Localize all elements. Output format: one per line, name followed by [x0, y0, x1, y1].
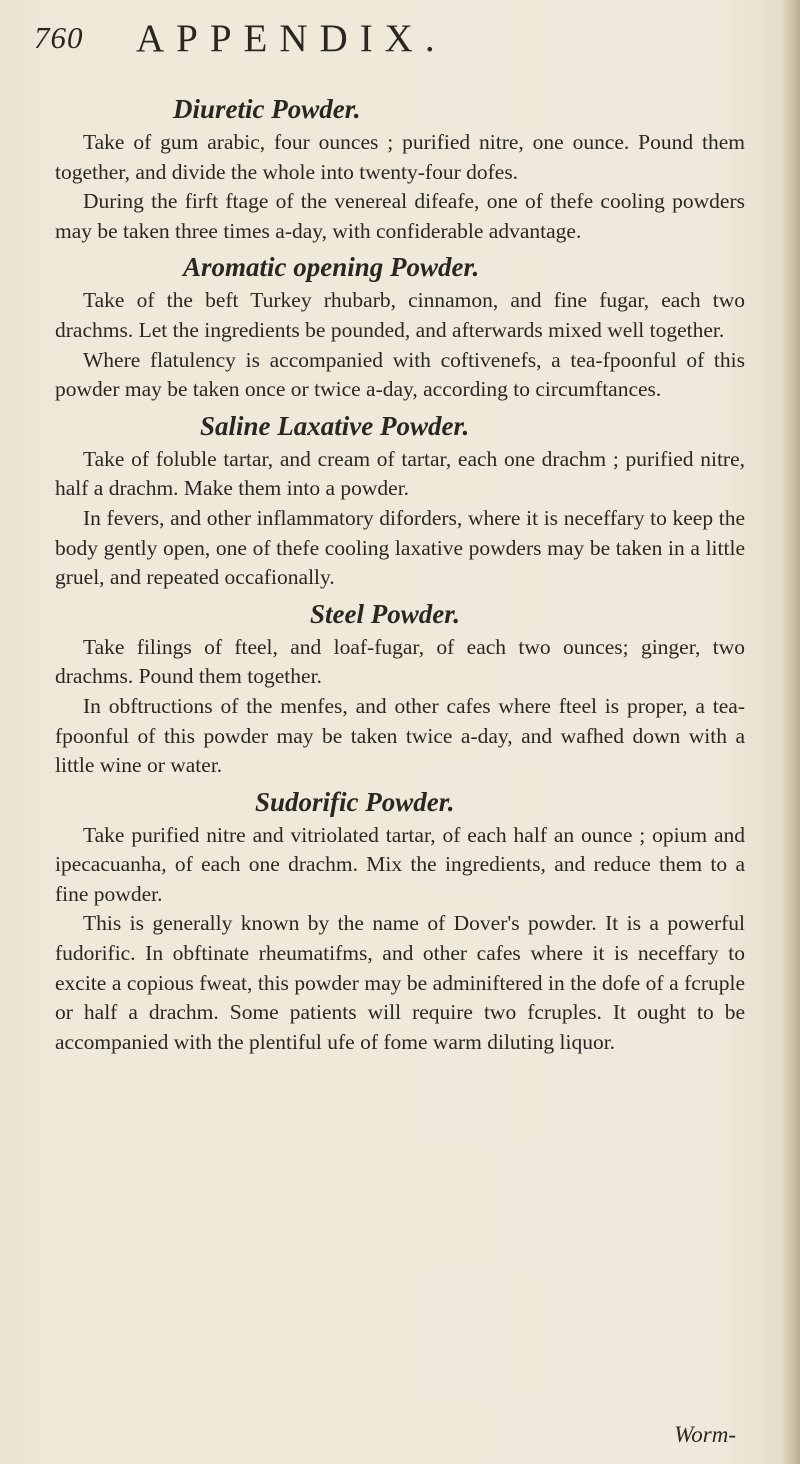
page-edge-shadow	[782, 0, 800, 1464]
section-title: Saline Laxative Powder.	[200, 410, 470, 441]
running-head: APPENDIX.	[136, 17, 447, 60]
catchword: Worm-	[674, 1422, 736, 1447]
paragraph: This is generally known by the name of Dover's powder. It is a powerful fudorific. In obftinate rheumatifms, and other cafes where it is neceffary to excite a copious fweat, this powder may be adminiftered in the dofe of a fcruple or half a drachm. Some patients will require two fcruples. It ought to be accompanied with the plentiful ufe of fome warm diluting liquor.	[55, 911, 745, 1054]
paragraph: Where flatulency is accompanied with coftivenefs, a tea-fpoonful of this powder may be taken once or twice a-day, according to circumftances.	[55, 347, 745, 402]
paragraph: Take of gum arabic, four ounces ; purified nitre, one ounce. Pound them together, and divide the whole into twenty-four dofes.	[55, 130, 745, 184]
paragraph: Take purified nitre and vitriolated tartar, of each half an ounce ; opium and ipecacuanha, of each one drachm. Mix the ingredients, and reduce them to a fine powder.	[55, 822, 745, 906]
paragraph: Take of foluble tartar, and cream of tartar, each one drachm ; purified nitre, half a drachm. Make them into a powder.	[55, 446, 745, 501]
paragraph: Take filings of fteel, and loaf-fugar, of each two ounces; ginger, two drachms. Pound them together.	[55, 634, 745, 689]
section-steel-powder	[55, 597, 745, 781]
section-title: Sudorific Powder.	[255, 786, 455, 817]
paragraph: During the firft ftage of the venereal difeafe, one of thefe cooling powders may be taken three times a-day, with confiderable advantage.	[55, 189, 745, 243]
paragraph: Take of the beft Turkey rhubarb, cinnamon, and fine fugar, each two drachms. Let the ingredients be pounded, and afterwards mixed well together.	[55, 288, 745, 342]
page-header	[34, 10, 734, 66]
section-sudorific-powder	[55, 785, 745, 1058]
section-diuretic-powder	[55, 92, 745, 246]
section-saline-laxative-powder	[55, 409, 745, 593]
section-title: Steel Powder.	[310, 598, 460, 629]
paragraph: In obftructions of the menfes, and other cafes where fteel is proper, a tea-fpoonful of this powder may be taken twice a-day, and wafhed down with a little wine or water.	[55, 693, 745, 778]
section-aromatic-opening-powder	[55, 250, 745, 404]
section-title: Aromatic opening Powder.	[183, 252, 480, 283]
page-content	[55, 92, 745, 1057]
section-title: Diuretic Powder.	[173, 94, 361, 124]
page-number: 760	[34, 20, 84, 55]
paragraph: In fevers, and other inflammatory diforders, where it is neceffary to keep the body gently open, one of thefe cooling laxative powders may be taken in a little gruel, and repeated occafionally.	[55, 505, 745, 590]
